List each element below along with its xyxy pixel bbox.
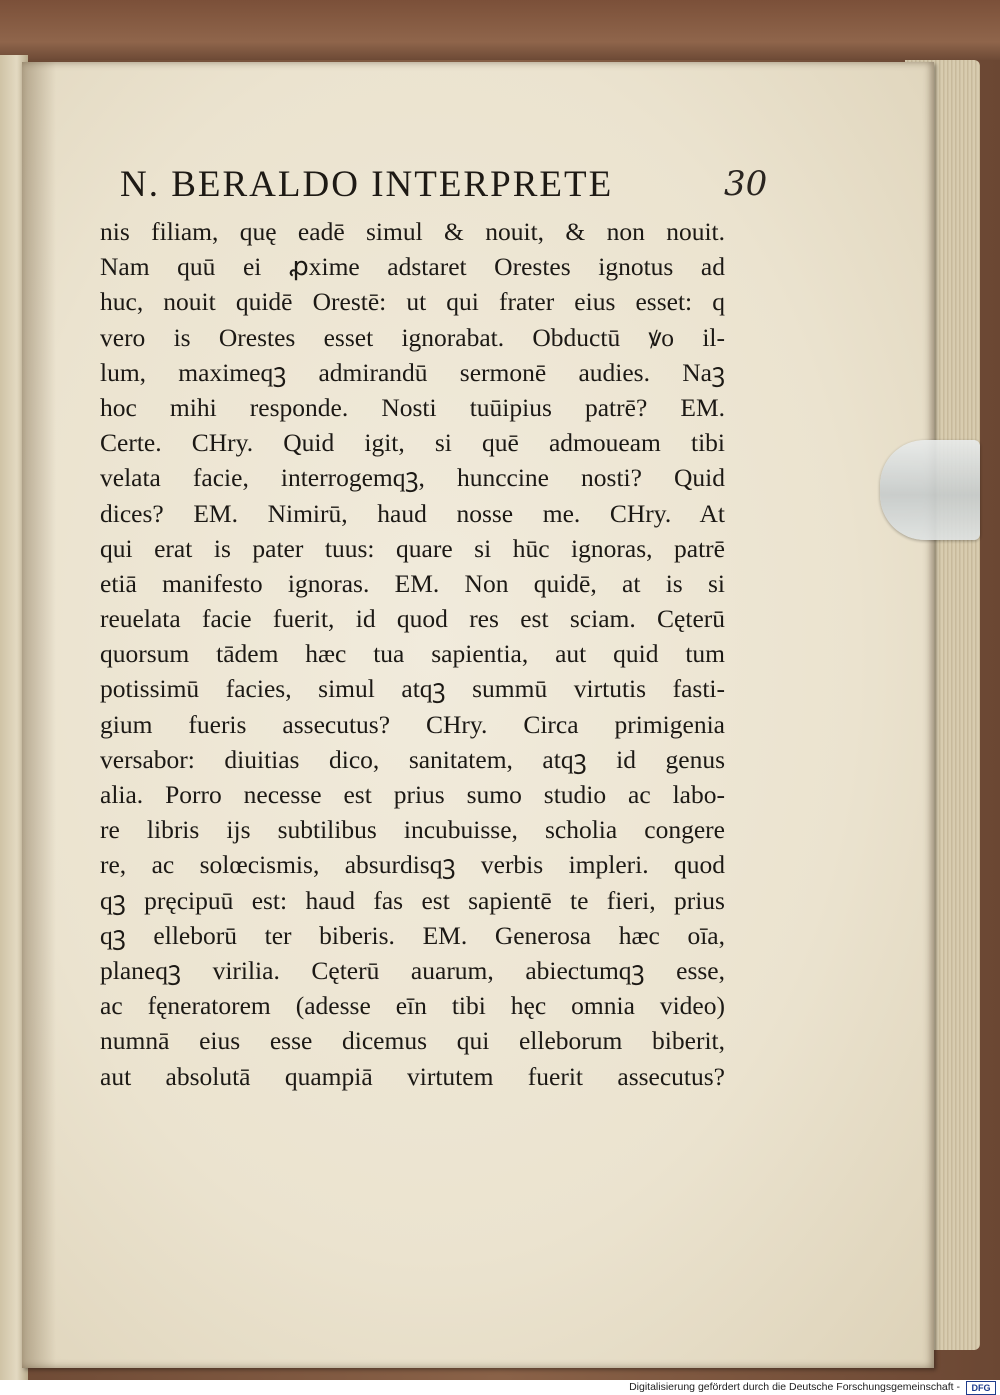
text-line: qꝫ pręcipuū est: haud fas est sapientē te fieri, prius	[100, 885, 725, 915]
running-head: N. BERALDO INTERPRETE	[120, 164, 614, 205]
book-cover-top	[0, 0, 1000, 60]
text-line: huc, nouit quidē Orestē: ut qui frater eius esset: q	[100, 287, 725, 317]
text-line: hoc mihi responde. Nosti tuūipius patrē? EM.	[100, 392, 725, 422]
text-block	[100, 214, 725, 1094]
text-line: qui erat is pater tuus: quare si hūc ignoras, patrē	[100, 533, 725, 563]
folio-number: 30	[724, 164, 768, 204]
page-gutter	[22, 62, 56, 1368]
text-line: planeqꝫ virilia. Cęterū auarum, abiectumqꝫ esse,	[100, 955, 725, 985]
dfg-logo: DFG	[966, 1381, 996, 1395]
text-line: nis filiam, quę eadē simul & nouit, & non nouit.	[100, 217, 725, 246]
text-line: lum, maximeqꝫ admirandū sermonē audies. Naꝫ	[100, 357, 725, 387]
text-line: re libris ijs subtilibus incubuisse, scholia congere	[100, 815, 725, 845]
text-line: potissimū facies, simul atqꝫ summū virtutis fasti-	[100, 674, 725, 704]
text-line: ac fęneratorem (adesse eīn tibi hęc omnia video)	[100, 991, 725, 1021]
funding-credit: Digitalisierung gefördert durch die Deutsche Forschungsgemeinschaft -	[629, 1381, 960, 1393]
text-line: versabor: diuitias dico, sanitatem, atqꝫ id genus	[100, 744, 725, 774]
text-line: gium fueris assecutus? CHry. Circa primigenia	[100, 709, 725, 739]
text-line: reuelata facie fuerit, id quod res est sciam. Cęterū	[100, 604, 725, 634]
text-line: Certe. CHry. Quid igit, si quē admoueam tibi	[100, 428, 725, 458]
text-line: numnā eius esse dicemus qui elleborum biberit,	[100, 1026, 725, 1056]
text-line: vero is Orestes esset ignorabat. Obductū ꝟo il-	[100, 322, 725, 352]
text-line: dices? EM. Nimirū, haud nosse me. CHry. At	[100, 498, 725, 528]
text-line: aut absolutā quampiā virtutem fuerit assecutus?	[100, 1061, 725, 1091]
text-line: quorsum tādem hæc tua sapientia, aut quid tum	[100, 639, 725, 669]
text-line: Nam quū ei ꝓxime adstaret Orestes ignotus ad	[100, 252, 725, 282]
text-line: velata facie, interrogemqꝫ, hunccine nosti? Quid	[100, 463, 725, 493]
page-clip	[880, 440, 980, 540]
text-line: alia. Porro necesse est prius sumo studio ac labo-	[100, 780, 725, 809]
text-line: re, ac solœcismis, absurdisqꝫ verbis impleri. quod	[100, 850, 725, 880]
text-line: qꝫ elleborū ter biberis. EM. Generosa hæc oīa,	[100, 920, 725, 950]
text-line: etiā manifesto ignoras. EM. Non quidē, at is si	[100, 568, 725, 598]
